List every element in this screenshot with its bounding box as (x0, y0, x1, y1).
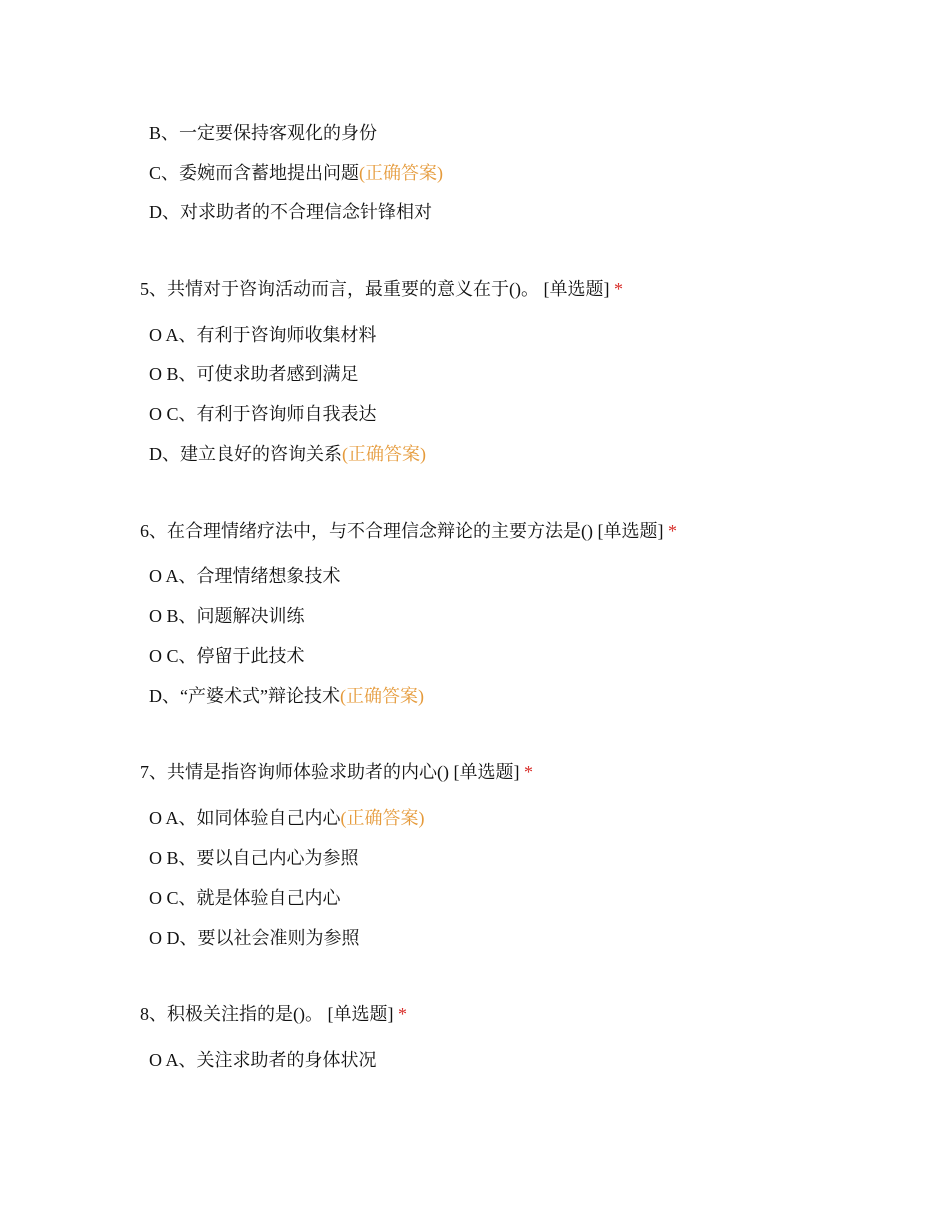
question-text: 8、积极关注指的是()。 [单选题] (140, 1004, 394, 1024)
question-title (140, 760, 533, 784)
required-marker: * (613, 279, 623, 299)
option-text: D、对求助者的不合理信念针锋相对 (149, 202, 432, 222)
option-item[interactable] (149, 604, 305, 628)
question-text: 5、共情对于咨询活动而言，最重要的意义在于()。 [单选题] (140, 279, 610, 299)
option-item[interactable] (149, 121, 377, 145)
question-title (140, 277, 623, 301)
option-item[interactable] (149, 886, 341, 910)
option-item[interactable] (149, 1048, 377, 1072)
question-title (140, 1002, 407, 1026)
option-item[interactable] (149, 323, 377, 347)
option-item[interactable] (149, 161, 443, 185)
option-text: O D、要以社会准则为参照 (149, 928, 360, 948)
option-text: O B、问题解决训练 (149, 606, 305, 626)
required-marker: * (397, 1004, 407, 1024)
option-text: D、“产婆术式”辩论技术 (149, 686, 340, 706)
correct-answer-tag: (正确答案) (339, 686, 424, 706)
option-item[interactable] (149, 564, 341, 588)
option-text: O C、停留于此技术 (149, 646, 305, 666)
correct-answer-tag: (正确答案) (340, 808, 425, 828)
option-text: O A、如同体验自己内心 (149, 808, 341, 828)
option-item[interactable] (149, 926, 360, 950)
question-text: 7、共情是指咨询师体验求助者的内心() [单选题] (140, 762, 520, 782)
correct-answer-tag: (正确答案) (342, 444, 426, 464)
question-text: 6、在合理情绪疗法中，与不合理信念辩论的主要方法是() [单选题] (140, 521, 664, 541)
correct-answer-tag: (正确答案) (359, 163, 444, 183)
option-item[interactable] (149, 846, 359, 870)
option-item[interactable] (149, 442, 426, 466)
option-text: C、委婉而含蓄地提出问题 (149, 163, 360, 183)
option-item[interactable] (149, 200, 432, 224)
option-text: D、建立良好的咨询关系 (149, 444, 342, 464)
option-text: B、一定要保持客观化的身份 (149, 123, 378, 143)
option-item[interactable] (149, 402, 377, 426)
option-text: O A、有利于咨询师收集材料 (149, 325, 377, 345)
option-item[interactable] (149, 806, 425, 830)
option-text: O A、合理情绪想象技术 (149, 566, 341, 586)
option-item[interactable] (149, 644, 305, 668)
option-text: O B、要以自己内心为参照 (149, 848, 359, 868)
option-text: O C、有利于咨询师自我表达 (149, 404, 377, 424)
option-item[interactable] (149, 362, 359, 386)
option-item[interactable] (149, 684, 424, 708)
option-text: O B、可使求助者感到满足 (149, 364, 359, 384)
option-text: O C、就是体验自己内心 (149, 888, 341, 908)
option-text: O A、关注求助者的身体状况 (149, 1050, 377, 1070)
required-marker: * (667, 521, 677, 541)
required-marker: * (523, 762, 533, 782)
question-title (140, 519, 677, 543)
